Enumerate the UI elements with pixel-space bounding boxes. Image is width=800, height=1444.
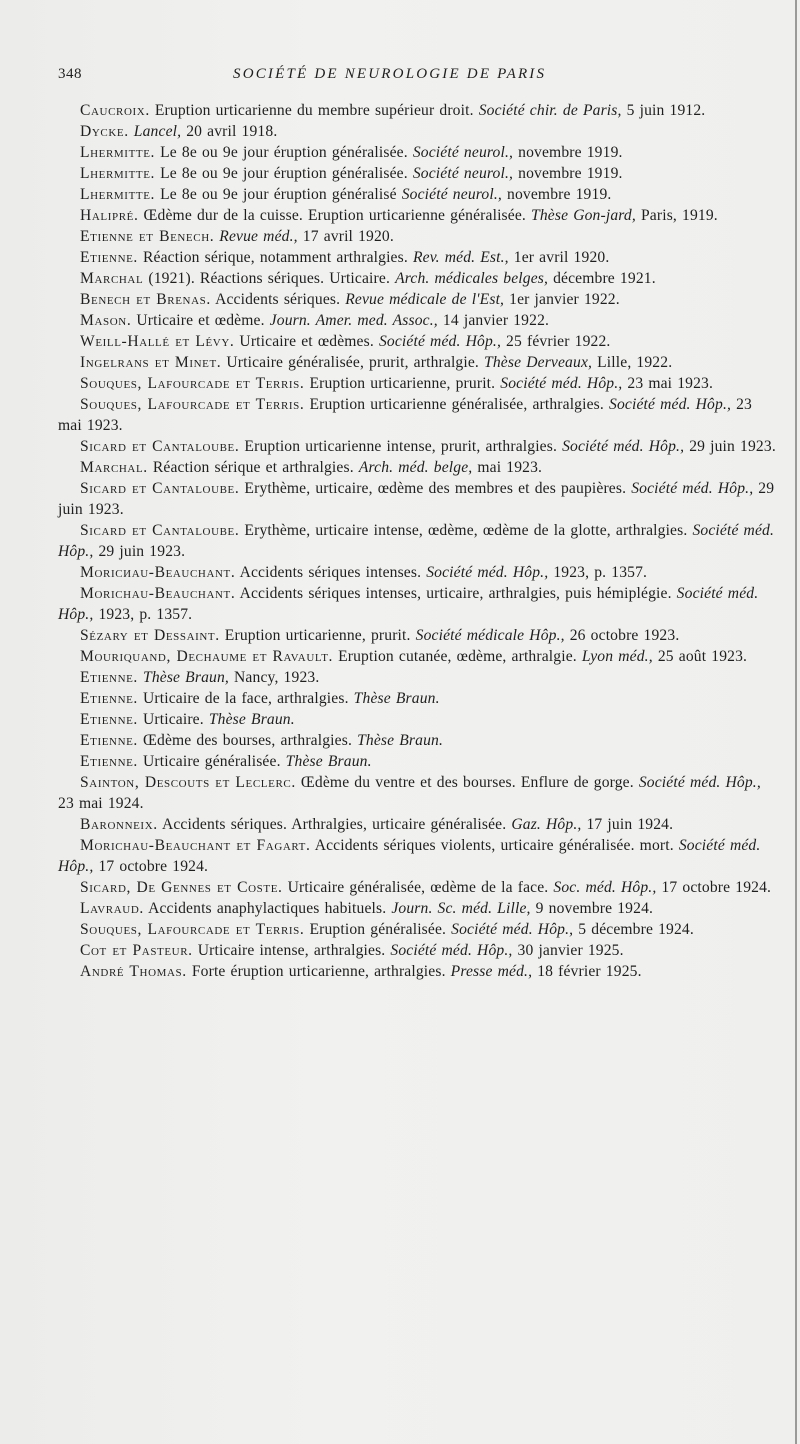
reference-text: Urticaire de la face, arthralgies.	[137, 690, 354, 707]
reference-entry	[58, 772, 778, 814]
reference-authors: Etienne et Benech.	[80, 228, 215, 245]
reference-journal: Société méd. Hôp.,	[426, 564, 549, 581]
reference-journal: Société méd. Hôp.,	[58, 522, 775, 560]
reference-authors: Morichau-Beauchant et Fagart.	[80, 837, 311, 854]
reference-date: 26 octobre 1923.	[564, 627, 680, 644]
reference-entry	[58, 625, 778, 646]
reference-authors: Etienne.	[80, 690, 138, 707]
reference-authors: Marchal.	[80, 459, 148, 476]
reference-entry	[58, 478, 778, 520]
reference-authors: Benech et Brenas.	[80, 291, 211, 308]
reference-date: 23 mai 1923.	[58, 396, 753, 434]
reference-journal: Soc. méd. Hôp.,	[553, 879, 657, 896]
reference-text: Urticaire et œdème.	[131, 312, 270, 329]
reference-journal: Société méd. Hôp.,	[378, 333, 501, 350]
reference-text: Eruption généralisée.	[304, 921, 452, 938]
reference-journal: Thèse Braun,	[143, 669, 229, 686]
reference-authors: Lhermitte.	[80, 165, 156, 182]
reference-text: Œdème des bourses, arthralgies.	[137, 732, 358, 749]
reference-entry	[58, 289, 778, 310]
reference-date: 18 février 1925.	[532, 963, 642, 980]
reference-journal: Thèse Braun.	[357, 732, 444, 749]
reference-authors: Sézary et Dessaint.	[80, 627, 220, 644]
reference-authors: Lhermitte.	[80, 144, 156, 161]
reference-text: Accidents sériques.	[210, 291, 346, 308]
reference-text: Urticaire.	[137, 711, 209, 728]
reference-authors: Etienne.	[80, 732, 138, 749]
reference-date: 17 juin 1924.	[581, 816, 674, 833]
reference-entry	[58, 814, 778, 835]
reference-date: Paris, 1919.	[635, 207, 718, 224]
reference-entry	[58, 226, 778, 247]
reference-date: 29 juin 1923.	[684, 438, 776, 455]
reference-authors: Mason.	[80, 312, 132, 329]
reference-date: novembre 1919.	[513, 144, 623, 161]
reference-journal: Lancel,	[133, 123, 182, 140]
reference-journal: Société chir. de Paris,	[478, 102, 622, 119]
reference-date: 14 janvier 1922.	[437, 312, 550, 329]
reference-journal: Société neurol.,	[412, 144, 514, 161]
reference-text: Eruption urticarienne du membre supérieur droit.	[149, 102, 479, 119]
reference-entry	[58, 457, 778, 478]
reference-date: 23 mai 1923.	[622, 375, 714, 392]
reference-journal: Revue médicale de l'Est,	[345, 291, 505, 308]
reference-date: 29 juin 1923.	[58, 480, 775, 518]
reference-text: Œdème dur de la cuisse. Eruption urticarienne généralisée.	[138, 207, 532, 224]
reference-journal: Société méd. Hôp.,	[500, 375, 623, 392]
reference-date: 30 janvier 1925.	[512, 942, 624, 959]
reference-date: 23 mai 1924.	[58, 795, 144, 812]
reference-date: novembre 1919.	[501, 186, 612, 203]
reference-authors: Souques, Lafourcade et Terris.	[80, 921, 305, 938]
reference-entry	[58, 583, 778, 625]
reference-authors: Souques, Lafourcade et Terris.	[80, 396, 305, 413]
reference-date: 25 février 1922.	[501, 333, 611, 350]
reference-date: 17 avril 1920.	[297, 228, 394, 245]
reference-text: Accidents sériques. Arthralgies, urticaire généralisée.	[157, 816, 512, 833]
reference-journal: Thèse Braun.	[285, 753, 372, 770]
reference-entry	[58, 331, 778, 352]
reference-authors: Sicard et Cantaloube.	[80, 522, 240, 539]
reference-journal: Société neurol.,	[412, 165, 514, 182]
reference-entry	[58, 562, 778, 583]
reference-authors: Lhermitte.	[80, 186, 156, 203]
reference-authors: Moricиau-Beauchant.	[80, 564, 236, 581]
reference-entry	[58, 940, 778, 961]
reference-entry	[58, 709, 778, 730]
reference-authors: Sicard et Cantaloube.	[80, 480, 240, 497]
reference-authors: Sicard et Cantaloube.	[80, 438, 240, 455]
reference-authors: Sicard, De Gennes et Coste.	[80, 879, 283, 896]
reference-authors: Cot et Pasteur.	[80, 942, 193, 959]
reference-date: mai 1923.	[472, 459, 543, 476]
reference-date: 1er janvier 1922.	[504, 291, 620, 308]
reference-entry	[58, 373, 778, 394]
reference-entry	[58, 667, 778, 688]
reference-journal: Société méd. Hôp.,	[609, 396, 732, 413]
reference-date: 5 décembre 1924.	[573, 921, 694, 938]
reference-entry	[58, 352, 778, 373]
reference-journal: Journ. Amer. med. Assoc.,	[269, 312, 438, 329]
reference-journal: Gaz. Hôp.,	[511, 816, 582, 833]
reference-text: Eruption urticarienne, prurit.	[304, 375, 501, 392]
reference-entry	[58, 919, 778, 940]
reference-journal: Revue méd.,	[219, 228, 298, 245]
reference-authors: Ingelrans et Minet.	[80, 354, 222, 371]
page-number: 348	[58, 66, 82, 82]
reference-date: 1923, p. 1357.	[548, 564, 648, 581]
reference-authors: Baronneix.	[80, 816, 158, 833]
reference-journal: Société méd. Hôp.,	[638, 774, 761, 791]
reference-text: Urticaire et œdèmes.	[234, 333, 379, 350]
reference-text: Accidents sériques violents, urticaire généralisée. mort.	[310, 837, 679, 854]
reference-date: 1er avril 1920.	[508, 249, 610, 266]
reference-entry	[58, 730, 778, 751]
reference-text: Eruption cutanée, œdème, arthralgie.	[333, 648, 582, 665]
reference-text: Urticaire généralisée, prurit, arthralgie.	[221, 354, 485, 371]
reference-date: 25 août 1923.	[652, 648, 748, 665]
reference-text: Réaction sérique, notamment arthralgies.	[137, 249, 413, 266]
reference-text: Le 8e ou 9e jour éruption généralisé	[155, 186, 402, 203]
reference-journal: Société méd. Hôp.,	[562, 438, 685, 455]
reference-authors: Mouriquand, Dechaume et Ravault.	[80, 648, 334, 665]
reference-journal: Société méd. Hôp.,	[58, 585, 759, 623]
reference-date: 1923, p. 1357.	[93, 606, 193, 623]
reference-date: 9 novembre 1924.	[530, 900, 654, 917]
reference-entry	[58, 142, 778, 163]
reference-entry	[58, 961, 778, 982]
reference-date: novembre 1919.	[513, 165, 623, 182]
reference-journal: Thèse Derveaux,	[484, 354, 593, 371]
reference-text: Accidents sériques intenses, urticaire, arthralgies, puis hémiplégie.	[235, 585, 677, 602]
reference-entry	[58, 751, 778, 772]
reference-journal: Arch. méd. belge,	[358, 459, 473, 476]
reference-journal: Société méd. Hôp.,	[451, 921, 574, 938]
reference-authors: Etienne.	[80, 711, 138, 728]
reference-text: Réaction sérique et arthralgies.	[147, 459, 359, 476]
reference-authors: Souques, Lafourcade et Terris.	[80, 375, 305, 392]
reference-journal: Journ. Sc. méd. Lille,	[391, 900, 531, 917]
reference-date: 17 octobre 1924.	[656, 879, 772, 896]
reference-journal: Arch. médicales belges,	[395, 270, 549, 287]
reference-date: 5 juin 1912.	[621, 102, 706, 119]
running-title: SOCIÉTÉ DE NEUROLOGIE DE PARIS	[233, 66, 547, 82]
reference-date: Lille, 1922.	[592, 354, 673, 371]
reference-authors: Caucroix.	[80, 102, 150, 119]
reference-journal: Thèse Braun.	[353, 690, 440, 707]
reference-authors: Lavraud.	[80, 900, 144, 917]
reference-authors: Halipré.	[80, 207, 139, 224]
page-header	[58, 66, 758, 88]
reference-journal: Société méd. Hôp.,	[390, 942, 513, 959]
reference-text: Urticaire intense, arthralgies.	[192, 942, 391, 959]
page-edge-line	[795, 0, 797, 1444]
reference-journal: Presse méd.,	[450, 963, 533, 980]
reference-authors: Morichau-Beauchant.	[80, 585, 236, 602]
reference-journal: Société neurol.,	[401, 186, 502, 203]
reference-entry	[58, 688, 778, 709]
reference-entry	[58, 520, 778, 562]
reference-text: Accidents anaphylactiques habituels.	[143, 900, 392, 917]
reference-journal: Thèse Gon-jard,	[531, 207, 636, 224]
reference-text: Urticaire généralisée, œdème de la face.	[282, 879, 554, 896]
reference-entry	[58, 877, 778, 898]
reference-text: Eruption urticarienne généralisée, arthralgies.	[304, 396, 609, 413]
reference-entry	[58, 184, 778, 205]
reference-authors: Etienne.	[80, 249, 138, 266]
reference-authors: Sainton, Descouts et Leclerc.	[80, 774, 296, 791]
reference-entry	[58, 247, 778, 268]
reference-entry	[58, 394, 778, 436]
reference-text: Le 8e ou 9e jour éruption généralisée.	[155, 144, 413, 161]
reference-entry	[58, 835, 778, 877]
reference-authors: Etienne.	[80, 669, 138, 686]
reference-authors: Marchal	[80, 270, 144, 287]
reference-text: Œdème du ventre et des bourses. Enflure de gorge.	[295, 774, 639, 791]
reference-entry	[58, 121, 778, 142]
reference-entry	[58, 310, 778, 331]
reference-journal: Société méd. Hôp.,	[631, 480, 754, 497]
reference-text: Erythème, urticaire intense, œdème, œdème de la glotte, arthralgies.	[239, 522, 693, 539]
reference-text: Eruption urticarienne intense, prurit, arthralgies.	[239, 438, 563, 455]
reference-list	[58, 100, 778, 982]
reference-entry	[58, 268, 778, 289]
reference-entry	[58, 163, 778, 184]
reference-text: Erythème, urticaire, œdème des membres et des paupières.	[239, 480, 632, 497]
reference-authors: Etienne.	[80, 753, 138, 770]
reference-journal: Société méd. Hôp.,	[58, 837, 761, 875]
reference-entry	[58, 646, 778, 667]
reference-authors: Dycke.	[80, 123, 129, 140]
reference-date: décembre 1921.	[548, 270, 656, 287]
reference-date: 17 octobre 1924.	[93, 858, 209, 875]
reference-text: Forte éruption urticarienne, arthralgies.	[186, 963, 451, 980]
reference-journal: Lyon méd.,	[581, 648, 653, 665]
reference-text: Le 8e ou 9e jour éruption généralisée.	[155, 165, 413, 182]
reference-text: Eruption urticarienne, prurit.	[219, 627, 416, 644]
reference-date: Nancy, 1923.	[228, 669, 320, 686]
reference-text: Urticaire généralisée.	[137, 753, 286, 770]
reference-date: 29 juin 1923.	[93, 543, 186, 560]
reference-authors: Weill-Hallé et Lévy.	[80, 333, 235, 350]
reference-entry	[58, 436, 778, 457]
reference-entry	[58, 898, 778, 919]
reference-authors: André Thomas.	[80, 963, 187, 980]
reference-journal: Thèse Braun.	[208, 711, 295, 728]
reference-date: 20 avril 1918.	[181, 123, 278, 140]
reference-entry	[58, 205, 778, 226]
reference-journal: Rev. méd. Est.,	[412, 249, 509, 266]
reference-journal: Société médicale Hôp.,	[415, 627, 565, 644]
reference-text: Accidents sériques intenses.	[235, 564, 427, 581]
reference-entry	[58, 100, 778, 121]
reference-text: (1921). Réactions sériques. Urticaire.	[143, 270, 396, 287]
